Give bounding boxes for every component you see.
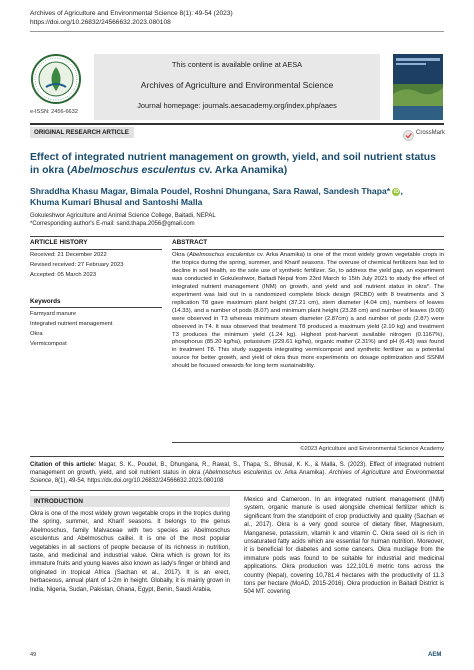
abstract-rule [172, 249, 444, 250]
journal-homepage[interactable]: Journal homepage: journals.aesacademy.org/index.php/aaes [137, 101, 337, 110]
affiliation-line: Gokuleshwor Agriculture and Animal Science College, Baitadi, NEPAL [30, 213, 216, 219]
keywords-rule [30, 307, 162, 308]
section-rule-bottom [30, 456, 444, 457]
journal-citation-line: Archives of Agriculture and Environmental Science 8(1): 49-54 (2023) [30, 10, 233, 17]
intro-left-column: Okra is one of the most widely grown vegetable crops in the tropics during the spring, summer, and Kharif seasons. It belongs to the genus Abelmoschus, family Malvaceae with two species as Abelmoschus esculentus and Abelmoschus caillei. It is one of the most popular vegetables in all sections of people because of its richness in nutrition, taste, and medicinal and industrial value. Okra which is grown for its immature fruits and young leaves also known as lady's finger or bhindi and originated in tropical Africa (Sachan et al., 2017). It is an erect, herbaceous, annual plant of 1-2m in height. Globally, it is mainly grown in India, Nigeria, Sudan, Pakistan, Ghana, Egypt, Benin, Saudi Arabia, [30, 511, 230, 593]
title-part2: cv. Arka Anamika) [195, 164, 288, 176]
abstract-species: Abelmoschus esculentus [188, 252, 255, 258]
journal-info-box [94, 54, 380, 120]
authors-line1: Shraddha Khasu Magar, Bimala Poudel, Roshni Dhungana, Sara Rawal, Sandesh Thapa [30, 186, 387, 196]
corresponding-mark: * [386, 186, 391, 196]
corresponding-email: *Corresponding author's E-mail: sand.thapa.2056@gmail.com [30, 220, 195, 227]
citation-block [30, 462, 444, 486]
orcid-icon[interactable]: iD [393, 189, 399, 195]
citation-rule [30, 490, 444, 491]
journal-cover-image [393, 54, 443, 120]
crossmark-badge[interactable] [403, 128, 445, 139]
authors-line2: Khuma Kumari Bhusal and Santoshi Malla [30, 197, 203, 207]
accepted-date: Accepted: 05 March 2023 [30, 272, 97, 278]
author-list: Shraddha Khasu Magar, Bimala Poudel, Roshni Dhungana, Sara Rawal, Sandesh Thapa* iD , Khuma Kumari Bhusal and Santoshi Malla [30, 186, 403, 207]
citation-species: Abelmoschus esculentus [204, 469, 273, 476]
intro-right-column: Mexico and Cameroon. In an integrated nutrient management (INM) system, organic manure is used alongside chemical fertilizer which is significant from the standpoint of crop productivity and quality (Sachan et al., 2017). Okra is a very good source of dietary fiber, Magnesium, Manganese, potassium, vitamin k and vitamin C. Okra seed oil is rich in unsaturated fatty acids which are essential for human nutrition. Moreover, it is beneficial for diabetes and some cancers. Okra mucilage from the immature pods was found to be suitable for industrial and medicinal applications. Okra production was 122,101.6 metric tons across the country (Nepal), covering 10,781.4 hectares with the productivity of 11.3 tons per hectare (MoAD, 2015-2016). Okra production in Baitadi District is 504 MT. covering [244, 497, 444, 596]
history-rule [30, 249, 162, 250]
journal-name: Archives of Agriculture and Environmental Science [140, 80, 334, 90]
page-number: 49 [30, 652, 37, 658]
abstract-rest: cv. Arka Anamika) is one of the most widely grown vegetable crops in the tropics during the spring, summer, and Kharif seasons. The overuse of chemical fertilizers has led to decline in soil health, so the sole use of synthetic fertilizer. So, to address the yield gap, an experiment was conducted in Gokuleshwor, Baitadi Nepal from 23rd March to 15th July 2021 to study the effect of integrated nutrient management (INM) on growth, and yield and soil nutrient status in okra*. The experiment was laid out in a randomized complete block design (RCBD) with 8 treatments and 3 replication T8 gave maximum plant height (37.21 cm), stem diameter (4.04 cm), numbers of leaves (14.33), and a number of pods (8.07) and minimum plant height (23.28 cm) and number of leaves (9.00) were observed in T3 whereas minimum steam diameter (2.87cm) a and number of pods (2.87) were observed in T4. It was observed that treatment T8 produced a maximum yield (2.10 kg) and treatment T3 produces the minimum yield (1.24 kg). Highest post-harvest available nitrogen (0.1167%), phosphorus (85.20 kg/ha), potassium (229.61 kg/ha), organic matter (2.31%) and pH (6.43) was found in treatment T8. This study suggests integrating vermicompost and synthetic fertilizer as a potential source for better growth, and yield of okra thus more experiments on dosage optimization and SSNM should be focused onwards for long term sustainability. [172, 252, 444, 370]
article-type-badge: ORIGINAL RESEARCH ARTICLE [30, 127, 134, 138]
received-date: Received: 21 December 2022 [30, 252, 107, 258]
title-part1: Effect of integrated nutrient management on growth, yield, and soil nutrient status in okra ( [30, 152, 436, 176]
keyword-item: Farmyard manure [30, 311, 77, 317]
introduction-heading: INTRODUCTION [34, 498, 83, 505]
title-species: Abelmoschus esculentus [70, 164, 196, 176]
abstract-body [172, 252, 444, 371]
article-title [30, 152, 444, 177]
revised-date: Revised received: 27 February 2023 [30, 262, 124, 268]
citation-journal: Archives of Agriculture and Environmental Science [30, 469, 445, 484]
issn: e-ISSN: 2456-6632 [30, 109, 78, 115]
header-rule [30, 31, 444, 32]
keyword-item: Vermicompost [30, 341, 67, 347]
citation-text3: , 8(1), 49-54, https://dx.doi.org/10.26832/24566632.2023.080108 [51, 477, 224, 484]
journal-logo [30, 53, 82, 105]
article-history-heading: ARTICLE HISTORY [30, 239, 88, 246]
copyright-notice: ©2023 Agriculture and Environmental Science Academy [300, 446, 444, 452]
keywords-heading: Keywords [30, 298, 61, 305]
citation-text1: Magar, S. K., Poudel, B., Dhungana, R., Rawal, S., Thapa, S., Bhusal, K. K., & Malla, S. (2023). Effect of integrated nutrient management on growth, yield, and soil nutrient status in okra ( [30, 462, 444, 476]
affiliation [30, 213, 444, 228]
citation-text2: cv. Arka Anamika). [272, 469, 329, 476]
keyword-item: Okra [30, 331, 43, 337]
abstract-start: Okra ( [172, 252, 189, 258]
crossmark-label: CrossMark [416, 130, 446, 136]
abstract-bottom-rule [172, 442, 444, 443]
abstract-heading: ABSTRACT [172, 239, 208, 246]
availability-text: This content is available online at AESA [171, 60, 303, 69]
citation-label: Citation of this article: [30, 462, 96, 468]
section-rule-top [30, 236, 444, 237]
publisher-logo: AEM [428, 652, 442, 658]
header-divider [30, 123, 444, 125]
keyword-item: Integrated nutrient management [30, 321, 113, 327]
doi-line[interactable]: https://doi.org/10.26832/24566632.2023.080108 [30, 19, 171, 26]
